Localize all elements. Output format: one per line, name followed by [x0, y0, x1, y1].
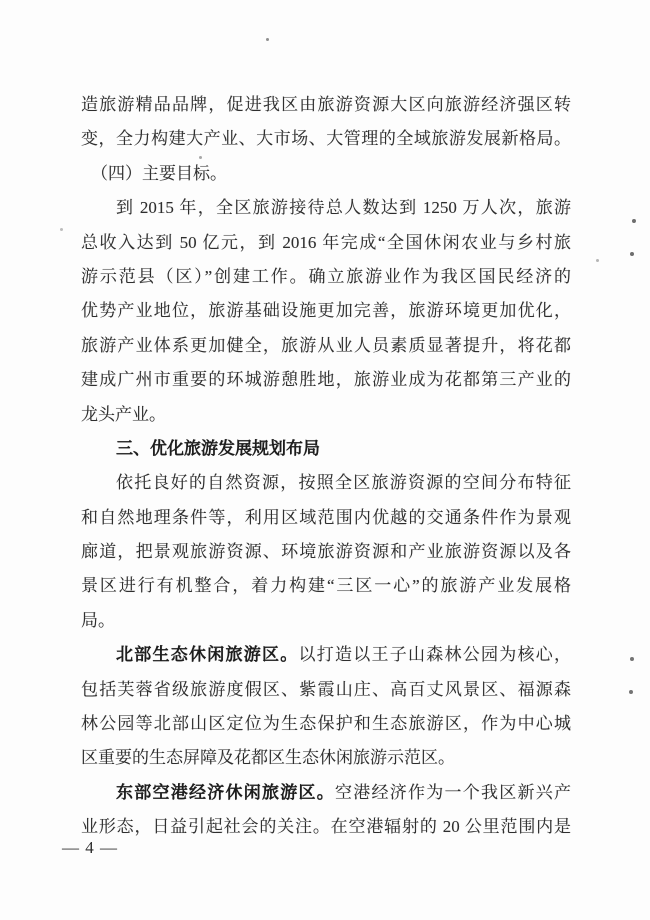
scan-speck — [632, 219, 636, 223]
text-segment: 旅游产业体系更加健全，旅游从业人员素质显著提升，将花都 — [81, 335, 571, 355]
text-line — [81, 432, 571, 466]
text-line — [81, 226, 571, 260]
text-segment: 和自然地理条件等，利用区域范围内优越的交通条件作为景观 — [81, 507, 571, 527]
scan-speck — [199, 156, 202, 159]
text-line — [81, 604, 571, 638]
text-line — [81, 569, 571, 603]
text-segment: 包括芙蓉省级旅游度假区、紫霞山庄、高百丈风景区、福源森 — [81, 679, 571, 699]
text-segment: 依托良好的自然资源，按照全区旅游资源的空间分布特征 — [116, 473, 571, 493]
text-line — [81, 501, 571, 535]
text-segment: 景区进行有机整合，着力构建“三区一心”的旅游产业发展格 — [81, 576, 571, 596]
text-segment-bold: 三、优化旅游发展规划布局 — [116, 438, 320, 458]
text-line — [81, 260, 571, 294]
text-segment: 局。 — [81, 610, 115, 630]
page-number: — 4 — — [62, 838, 118, 857]
scan-speck — [596, 259, 599, 262]
text-line — [81, 398, 571, 432]
text-line — [81, 294, 571, 328]
text-segment: 廊道，把景观旅游资源、环境旅游资源和产业旅游资源以及各 — [81, 542, 571, 562]
text-segment: 造旅游精品品牌，促进我区由旅游资源大区向旅游经济强区转 — [81, 95, 571, 114]
text-line — [81, 363, 571, 397]
text-line — [81, 466, 571, 500]
text-segment: 总收入达到 50 亿元，到 2016 年完成“全国休闲农业与乡村旅 — [81, 232, 571, 252]
text-segment: 到 2015 年，全区旅游接待总人数达到 1250 万人次，旅游 — [116, 198, 571, 218]
text-line — [81, 122, 571, 156]
text-segment: 龙头产业。 — [81, 404, 166, 424]
text-segment: 游示范县（区）”创建工作。确立旅游业作为我区国民经济的 — [81, 266, 571, 286]
text-line — [81, 741, 571, 775]
text-segment: 区重要的生态屏障及花都区生态休闲旅游示范区。 — [81, 748, 455, 768]
text-line — [81, 157, 571, 191]
text-line — [81, 810, 571, 844]
text-segment: 业形态，日益引起社会的关注。在空港辐射的 20 公里范围内是 — [81, 817, 571, 837]
text-segment: 以打造以王子山森林公园为核心， — [298, 645, 571, 665]
text-segment-bold: 东部空港经济休闲旅游区。 — [116, 782, 335, 802]
text-line — [81, 673, 571, 707]
text-line — [81, 776, 571, 810]
scan-speck — [629, 690, 633, 694]
scan-speck — [266, 38, 269, 41]
text-segment: 林公园等北部山区定位为生态保护和生态旅游区，作为中心城 — [81, 714, 571, 734]
document-body — [81, 88, 571, 845]
text-line — [81, 329, 571, 363]
text-line — [81, 191, 571, 225]
text-segment: 建成广州市重要的环城游憩胜地，旅游业成为花都第三产业的 — [81, 370, 571, 390]
text-line — [81, 638, 571, 672]
scan-speck — [630, 252, 634, 256]
text-segment: （四）主要目标。 — [91, 163, 227, 183]
text-segment: 空港经济作为一个我区新兴产 — [335, 782, 571, 802]
scan-speck — [60, 228, 63, 231]
scan-speck — [630, 657, 634, 661]
text-line — [81, 707, 571, 741]
text-line — [81, 535, 571, 569]
text-segment: 变，全力构建大产业、大市场、大管理的全域旅游发展新格局。 — [81, 129, 571, 149]
text-segment-bold: 北部生态休闲旅游区。 — [116, 645, 299, 665]
text-segment: 优势产业地位，旅游基础设施更加完善，旅游环境更加优化， — [81, 301, 571, 321]
text-line — [81, 88, 571, 122]
